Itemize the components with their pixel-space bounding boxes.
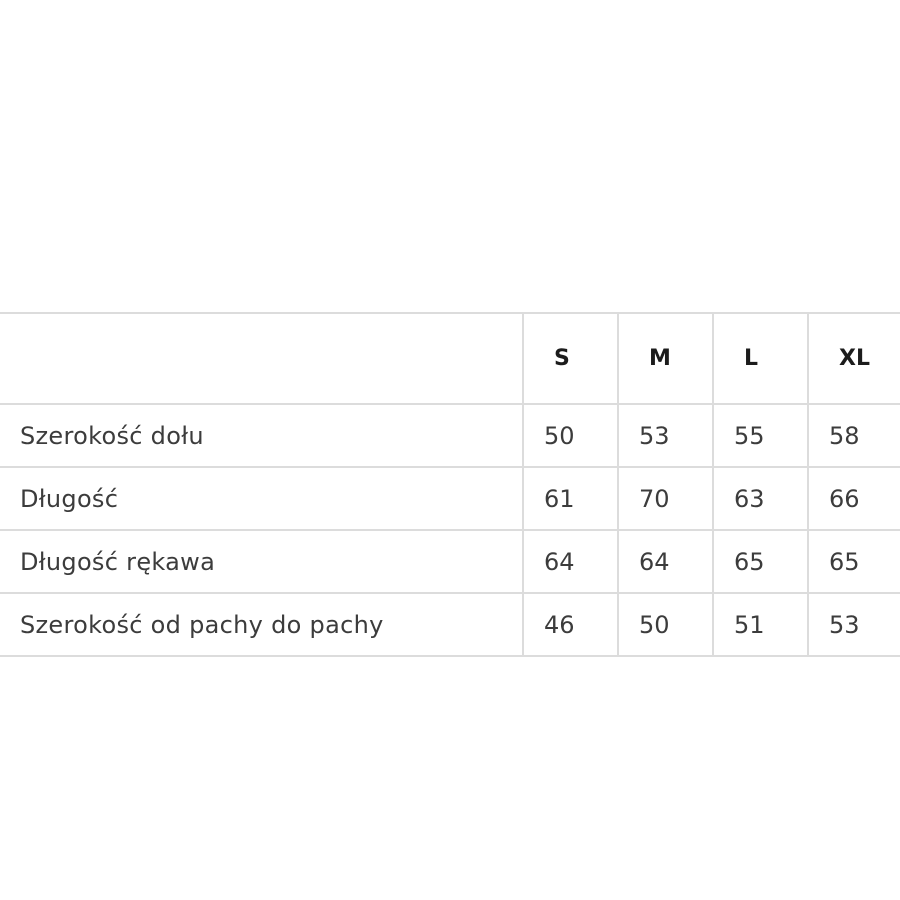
row-label: Szerokość od pachy do pachy xyxy=(0,593,523,656)
header-size-l: L xyxy=(713,313,808,404)
header-row xyxy=(0,313,900,404)
cell-value: 55 xyxy=(713,404,808,467)
row-label: Szerokość dołu xyxy=(0,404,523,467)
cell-value: 65 xyxy=(808,530,900,593)
cell-value: 46 xyxy=(523,593,618,656)
row-label: Długość xyxy=(0,467,523,530)
cell-value: 50 xyxy=(618,593,713,656)
cell-value: 61 xyxy=(523,467,618,530)
header-size-s: S xyxy=(523,313,618,404)
cell-value: 63 xyxy=(713,467,808,530)
cell-value: 53 xyxy=(808,593,900,656)
cell-value: 65 xyxy=(713,530,808,593)
header-size-m: M xyxy=(618,313,713,404)
header-empty-cell xyxy=(0,313,523,404)
header-size-xl: XL xyxy=(808,313,900,404)
cell-value: 64 xyxy=(618,530,713,593)
row-label: Długość rękawa xyxy=(0,530,523,593)
table-row xyxy=(0,467,900,530)
cell-value: 64 xyxy=(523,530,618,593)
table-row xyxy=(0,593,900,656)
cell-value: 66 xyxy=(808,467,900,530)
cell-value: 70 xyxy=(618,467,713,530)
cell-value: 50 xyxy=(523,404,618,467)
cell-value: 53 xyxy=(618,404,713,467)
size-chart-table xyxy=(0,312,900,657)
table-row xyxy=(0,530,900,593)
cell-value: 51 xyxy=(713,593,808,656)
table-row xyxy=(0,404,900,467)
cell-value: 58 xyxy=(808,404,900,467)
